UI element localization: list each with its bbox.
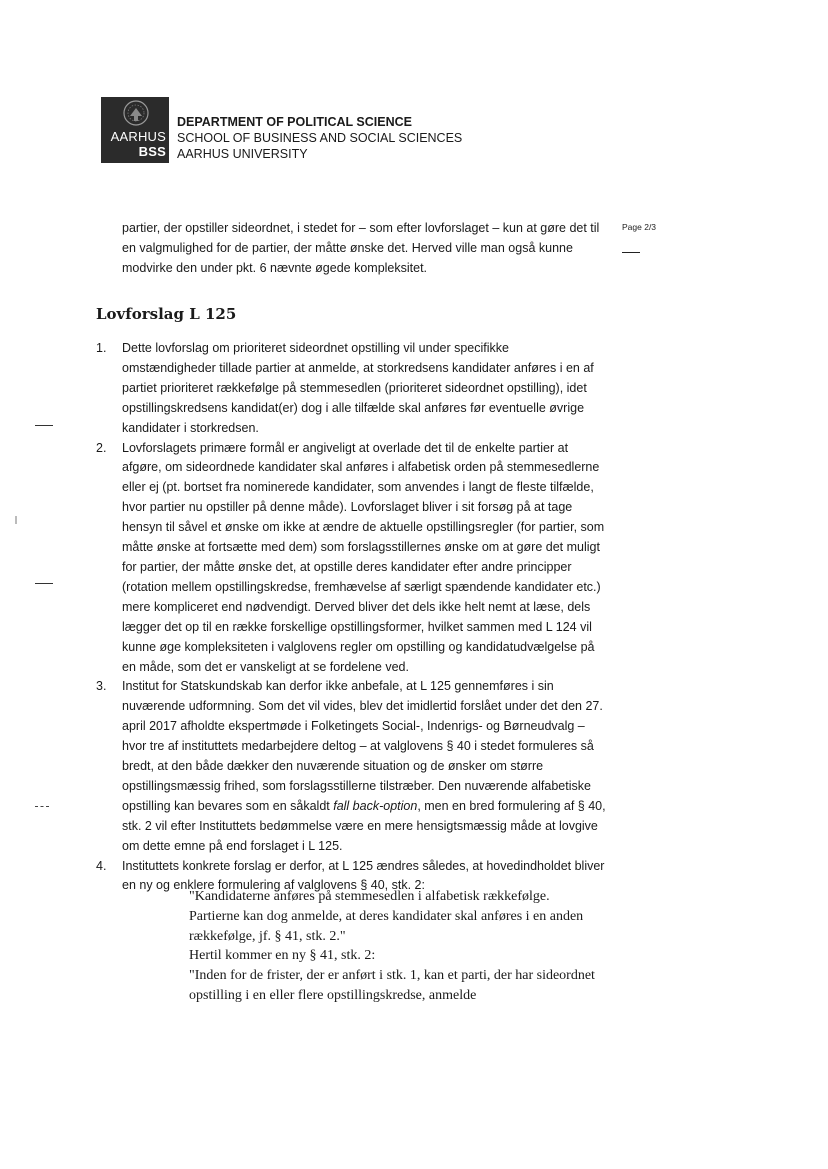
numbered-list bbox=[96, 339, 606, 896]
page-number: Page 2/3 bbox=[622, 222, 657, 232]
quote-paragraph: Hertil kommer en ny § 41, stk. 2: bbox=[189, 948, 376, 964]
list-item-text bbox=[122, 679, 606, 852]
margin-dot bbox=[15, 516, 17, 524]
university-seal-icon bbox=[115, 99, 157, 129]
emphasis-text: fall back-option bbox=[333, 798, 418, 813]
list-item-number: 3. bbox=[96, 679, 107, 694]
list-item-text: Lovforslagets primære formål er angiveligt at overlade det til de enkelte partier at afgøre, om sideordnede kandidater skal anføres i alfabetisk orden på stemmesedlerne eller ej (pt. bortset fra nominerede kandidater, som anvendes i langt de fleste tilfælde, hvor partier nu opstiller på denne måde). Lovforslaget bliver i sit forsøg på at tage hensyn til såvel et ønske om ikke at ændre de aktuelle opstillingsregler (for partier, som måtte ønske at fortsætte med dem) som forslagsstillernes ønske om at gøre det muligt for partier, der måtte ønske det, at opstille deres kandidater efter andre principper (rotation mellem opstillingskredse, fremhævelse af særligt spændende kandidater etc.) mere kompliceret end nødvendigt. Derved bliver det dels ikke helt nemt at læse, dels lægger det op til en række forskellige opstillingsformer, hvilket sammen med L 124 vil kunne øge kompleksiteten i valglovens regler om opstilling og kandidatudvælgelse på en måde, som det er vanskeligt at se fordelene ved. bbox=[122, 440, 605, 674]
list-item bbox=[96, 677, 606, 856]
list-item-number: 1. bbox=[96, 341, 107, 355]
list-item-text: Dette lovforslag om prioriteret sideordnet opstilling vil under specifikke omstændigheder tillade partier at anmelde, at storkredsens kandidater anføres i en af partiet prioriteret rækkefølge på stemmesedlen (prioriteret sideordnet opstilling), idet opstillingskredsens kandidat(er) dog i alle tilfælde skal anføres før eventuelle øvrige kandidater i storkredsen. bbox=[122, 341, 594, 435]
department-name: DEPARTMENT OF POLITICAL SCIENCE bbox=[177, 115, 412, 129]
page-number-rule bbox=[622, 252, 640, 253]
list-item-number: 2. bbox=[96, 440, 107, 455]
list-item bbox=[96, 339, 606, 439]
margin-mark bbox=[35, 583, 53, 584]
margin-mark bbox=[35, 806, 49, 807]
quoted-proposal bbox=[189, 887, 599, 1006]
quote-paragraph: "Inden for de frister, der er anført i stk. 1, kan et parti, der har sideordnet opstilling i en eller flere opstillingskredse, anmelde bbox=[189, 968, 595, 1003]
list-item bbox=[96, 439, 606, 678]
list-item-text-part: Institut for Statskundskab kan derfor ikke anbefale, at L 125 gennemføres i sin nuværende udformning. Som det vil vides, blev det imidlertid forslået under det den 27. april 2017 afholdte ekspertmøde i Folketingets Social-, Indenrigs- og Børneudvalg – hvor tre af instituttets medarbejdere deltog – at valglovens § 40 i stedet formuleres så bredt, at den både dækker den nuværende situation og de ønsker om større opstillingsmæssig frihed, som forslagsstillerne tilstræber. Den nuværende alfabetiske opstilling kan bevares som en såkaldt bbox=[122, 679, 603, 813]
list-item-number: 4. bbox=[96, 858, 107, 873]
margin-mark bbox=[35, 425, 53, 426]
logo-text-aarhus: AARHUS bbox=[110, 129, 166, 144]
section-title: Lovforslag L 125 bbox=[96, 305, 237, 323]
university-name: AARHUS UNIVERSITY bbox=[177, 147, 308, 161]
letterhead bbox=[177, 114, 462, 162]
logo-text-bss: BSS bbox=[138, 144, 166, 159]
quote-paragraph: "Kandidaterne anføres på stemmesedlen i alfabetisk rækkefølge. Partierne kan dog anmelde, at deres kandidater skal anføres i en anden rækkefølge, jf. § 41, stk. 2." bbox=[189, 889, 584, 944]
school-name: SCHOOL OF BUSINESS AND SOCIAL SCIENCES bbox=[177, 131, 463, 145]
list-item-text-part: , men en bred formulering af § 40, stk. 2 vil efter Instituttets bedømmelse være en mere hensigtsmæssig måde at lovgive om dette emne på end forslaget i L 125. bbox=[122, 798, 606, 853]
list-item-text: Instituttets konkrete forslag er derfor, at L 125 ændres således, at hovedindholdet bliver en ny og enklere formulering af valglovens § 40, stk. 2: bbox=[122, 858, 605, 893]
intro-paragraph: partier, der opstiller sideordnet, i stedet for – som efter lovforslaget – kun at gøre det til en valgmulighed for de partier, der måtte ønske det. Herved ville man også kunne modvirke den under pkt. 6 nævnte øgede kompleksitet. bbox=[122, 221, 600, 275]
aarhus-bss-logo bbox=[101, 97, 169, 163]
